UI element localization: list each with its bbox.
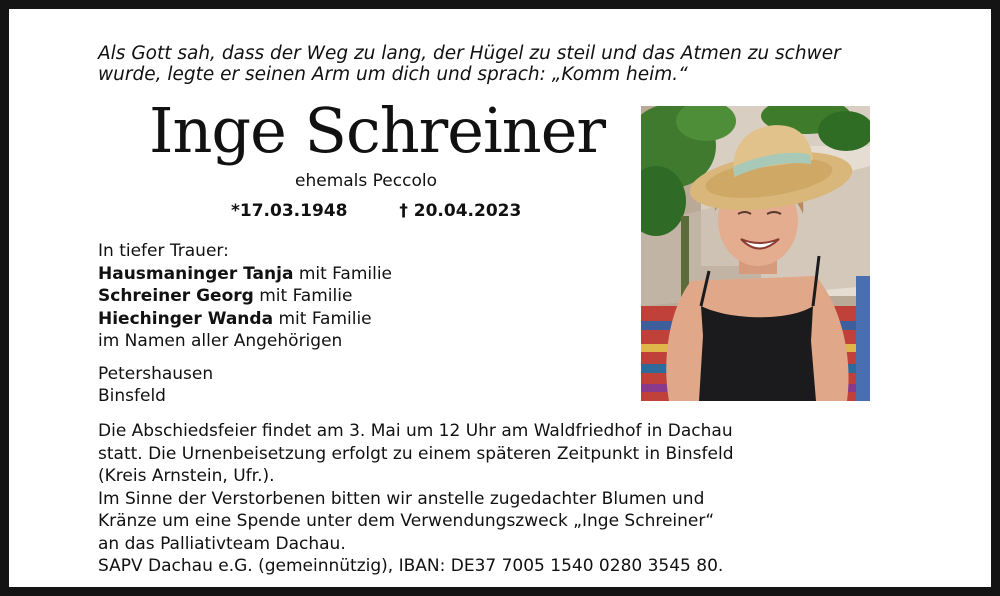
- mourner-line: [98, 285, 392, 308]
- places: [98, 363, 213, 407]
- mourner-line: [98, 263, 392, 286]
- birth-date: *17.03.1948: [231, 201, 348, 221]
- quote-line: Als Gott sah, dass der Weg zu lang, der Hügel zu steil und das Atmen zu schwer: [98, 43, 841, 64]
- deceased-name: Inge Schreiner: [149, 94, 606, 167]
- info-line: (Kreis Arnstein, Ufr.).: [98, 466, 275, 486]
- info-line: Kränze um eine Spende unter dem Verwendungszweck „Inge Schreiner“: [98, 511, 715, 531]
- mourners-intro: In tiefer Trauer:: [98, 241, 229, 261]
- mourners-list: [98, 240, 392, 353]
- info-line: statt. Die Urnenbeisetzung erfolgt zu einem späteren Zeitpunkt in Binsfeld: [98, 443, 734, 464]
- funeral-info: [98, 420, 888, 578]
- mourner-suffix: mit Familie: [293, 263, 393, 284]
- mourner-suffix: mit Familie: [253, 286, 353, 306]
- mourner-line: [98, 308, 392, 331]
- memorial-quote: [98, 43, 898, 85]
- portrait-photo: [641, 106, 870, 401]
- death-date: † 20.04.2023: [399, 201, 522, 221]
- info-line: Im Sinne der Verstorbenen bitten wir anstelle zugedachter Blumen und: [98, 488, 705, 509]
- place: Petershausen: [98, 364, 214, 384]
- mourner-name: Schreiner Georg: [98, 286, 254, 306]
- mourners-closing: im Namen aller Angehörigen: [98, 331, 343, 351]
- mourner-name: Hiechinger Wanda: [98, 308, 274, 329]
- info-line: an das Palliativteam Dachau.: [98, 533, 346, 554]
- mourner-name: Hausmaninger Tanja: [98, 263, 294, 284]
- quote-line: wurde, legte er seinen Arm um dich und sprach: „Komm heim.“: [98, 64, 688, 85]
- life-dates: [231, 201, 521, 221]
- mourner-suffix: mit Familie: [273, 308, 372, 329]
- place: Binsfeld: [98, 386, 166, 406]
- info-line: Die Abschiedsfeier findet am 3. Mai um 12 Uhr am Waldfriedhof in Dachau: [98, 421, 733, 441]
- info-line: SAPV Dachau e.G. (gemeinnützig), IBAN: DE37 7005 1540 0280 3545 80.: [98, 556, 724, 576]
- maiden-name: ehemals Peccolo: [295, 171, 437, 191]
